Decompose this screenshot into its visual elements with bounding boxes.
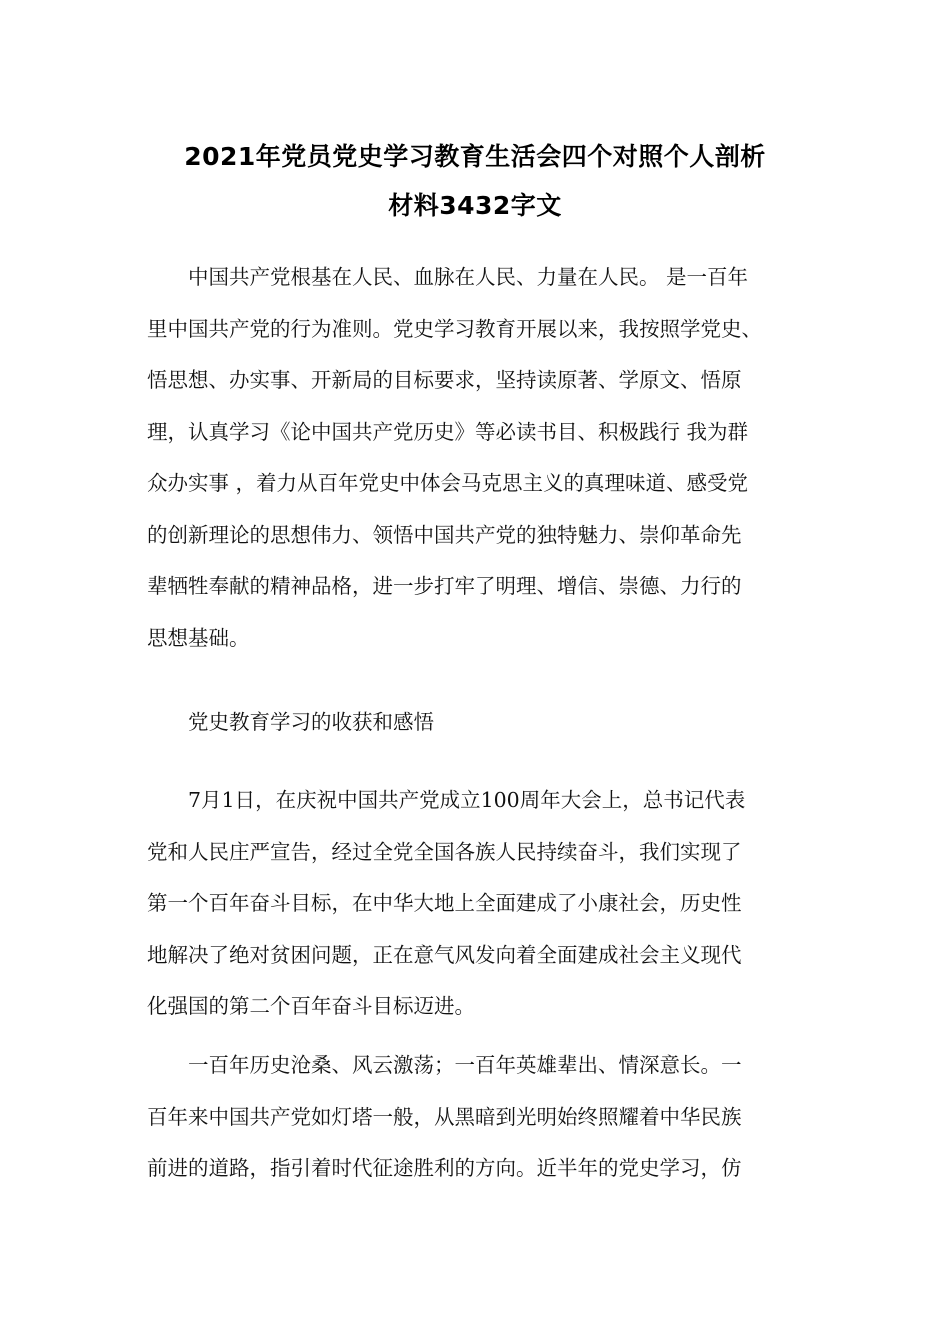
paragraph-line: 7月1日，在庆祝中国共产党成立100周年大会上，总书记代表: [147, 788, 746, 812]
section-heading-text: 党史教育学习的收获和感悟: [147, 710, 434, 734]
paragraph-line: 理，认真学习《论中国共产党历史》等必读书目、积极践行 我为群: [147, 419, 749, 444]
paragraph-line: 党和人民庄严宣告，经过全党全国各族人民持续奋斗，我们实现了: [147, 839, 742, 864]
paragraph-line: 众办实事 ，着力从百年党史中体会马克思主义的真理味道、感受党: [147, 471, 749, 495]
paragraph-line: 百年来中国共产党如灯塔一般，从黑暗到光明始终照耀着中华民族: [147, 1104, 742, 1129]
paragraph-line: 中国共产党根基在人民、血脉在人民、力量在人民。 是一百年: [147, 265, 749, 289]
section-heading: [147, 697, 807, 749]
paragraph-line: 一百年历史沧桑、风云激荡；一百年英雄辈出、情深意长。一: [147, 1053, 742, 1077]
paragraph-line: 第一个百年奋斗目标，在中华大地上全面建成了小康社会，历史性: [147, 891, 742, 915]
paragraph-line: 悟思想、办实事、开新局的目标要求，坚持读原著、学原文、悟原: [147, 368, 742, 392]
paragraph-july-first: [147, 775, 807, 1033]
paragraph-line: 的创新理论的思想伟力、领悟中国共产党的独特魅力、崇仰革命先: [147, 522, 742, 547]
paragraph-line: 辈牺牲奉献的精神品格，进一步打牢了明理、增信、崇德、力行的: [147, 574, 742, 598]
document-title-line-1: 2021年党员党史学习教育生活会四个对照个人剖析: [184, 142, 766, 171]
paragraph-hundred-years: [147, 1040, 807, 1195]
paragraph-line: 思想基础。: [147, 625, 250, 650]
paragraph-line: 前进的道路，指引着时代征途胜利的方向。近半年的党史学习，仿: [147, 1156, 742, 1180]
paragraph-line: 化强国的第二个百年奋斗目标迈进。: [147, 994, 475, 1018]
paragraph-intro: [147, 252, 807, 664]
paragraph-line: 里中国共产党的行为准则。党史学习教育开展以来，我按照学党史、: [147, 316, 762, 341]
document-title-line-2: 材料3432字文: [388, 191, 562, 220]
paragraph-line: 地解决了绝对贫困问题，正在意气风发向着全面建成社会主义现代: [147, 942, 742, 967]
